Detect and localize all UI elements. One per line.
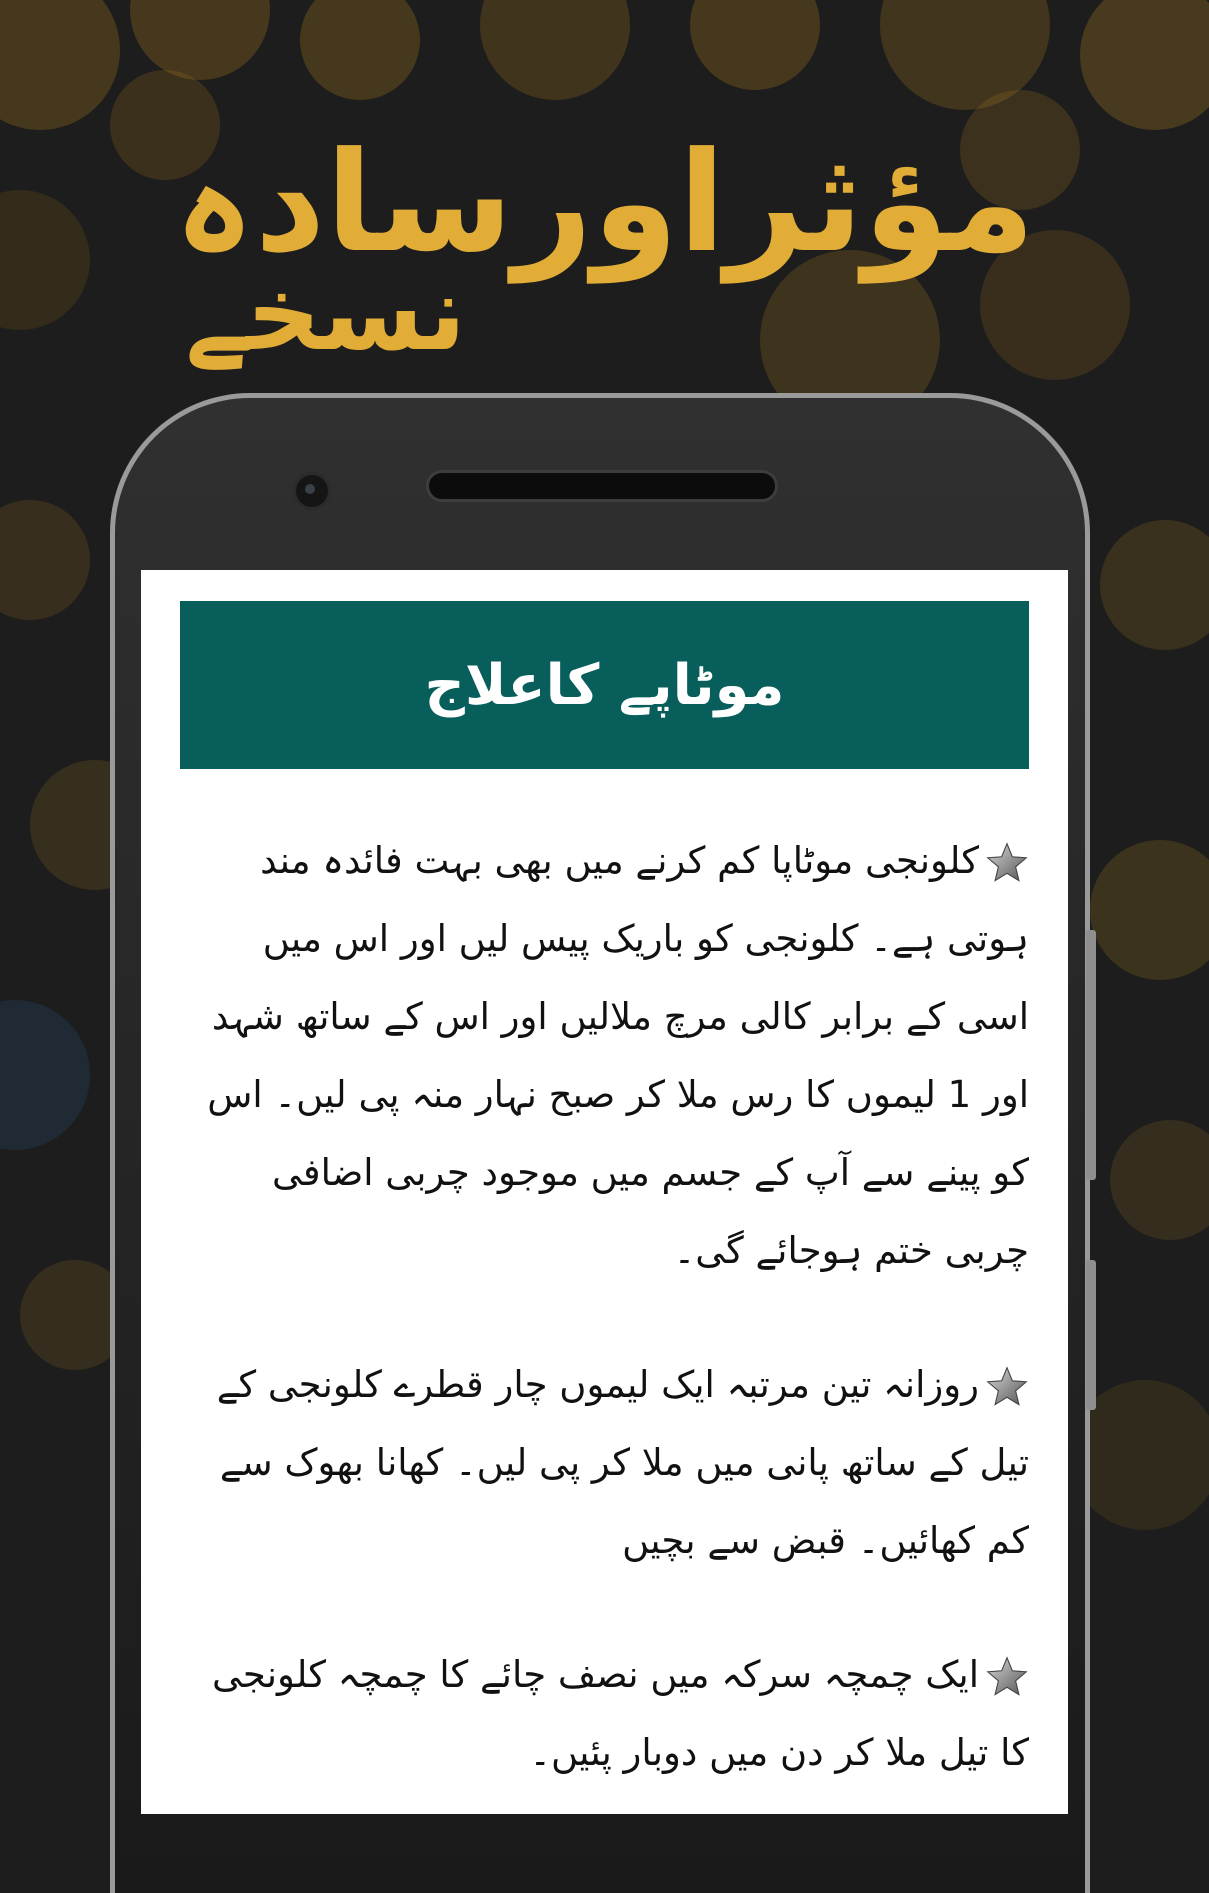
star-icon xyxy=(985,1365,1029,1409)
remedy-paragraph xyxy=(197,1636,1029,1792)
phone-side-button-upper xyxy=(1086,930,1096,1180)
remedy-paragraph xyxy=(197,822,1029,1290)
phone-screen xyxy=(141,570,1068,1814)
earpiece-speaker xyxy=(426,470,778,502)
article-title: موٹاپے کاعلاج xyxy=(424,652,785,718)
article-header xyxy=(180,601,1029,769)
article-content[interactable] xyxy=(197,822,1029,1814)
phone-side-button-lower xyxy=(1086,1260,1096,1410)
remedy-paragraph xyxy=(197,1346,1029,1580)
paragraph-text: روزانہ تین مرتبہ ایک لیموں چار قطرے کلونجی کے تیل کے ساتھ پانی میں ملا کر پی لیں۔ کھانا بھوک سے کم کھائیں۔ قبض سے بچیں xyxy=(216,1363,1029,1562)
star-icon xyxy=(985,1655,1029,1699)
paragraph-text: کلونجی موٹاپا کم کرنے میں بھی بہت فائدہ مند ہوتی ہے۔ کلونجی کو باریک پیس لیں اور اس میں اسی کے برابر کالی مرچ ملالیں اور اس کے ساتھ شہد اور 1 لیموں کا رس ملا کر صبح نہار منہ پی لیں۔ اس کو پینے سے آپ کے جسم میں موجود چربی اضافی چربی ختم ہوجائے گی۔ xyxy=(207,839,1029,1272)
front-camera xyxy=(293,472,331,510)
paragraph-text: ایک چمچہ سرکہ میں نصف چائے کا چمچہ کلونجی کا تیل ملا کر دن میں دوبار پئیں۔ xyxy=(212,1653,1029,1774)
promo-title: مؤثراورسادہ xyxy=(173,122,1036,283)
promo-subtitle: نسخے xyxy=(185,252,466,374)
star-icon xyxy=(985,841,1029,885)
